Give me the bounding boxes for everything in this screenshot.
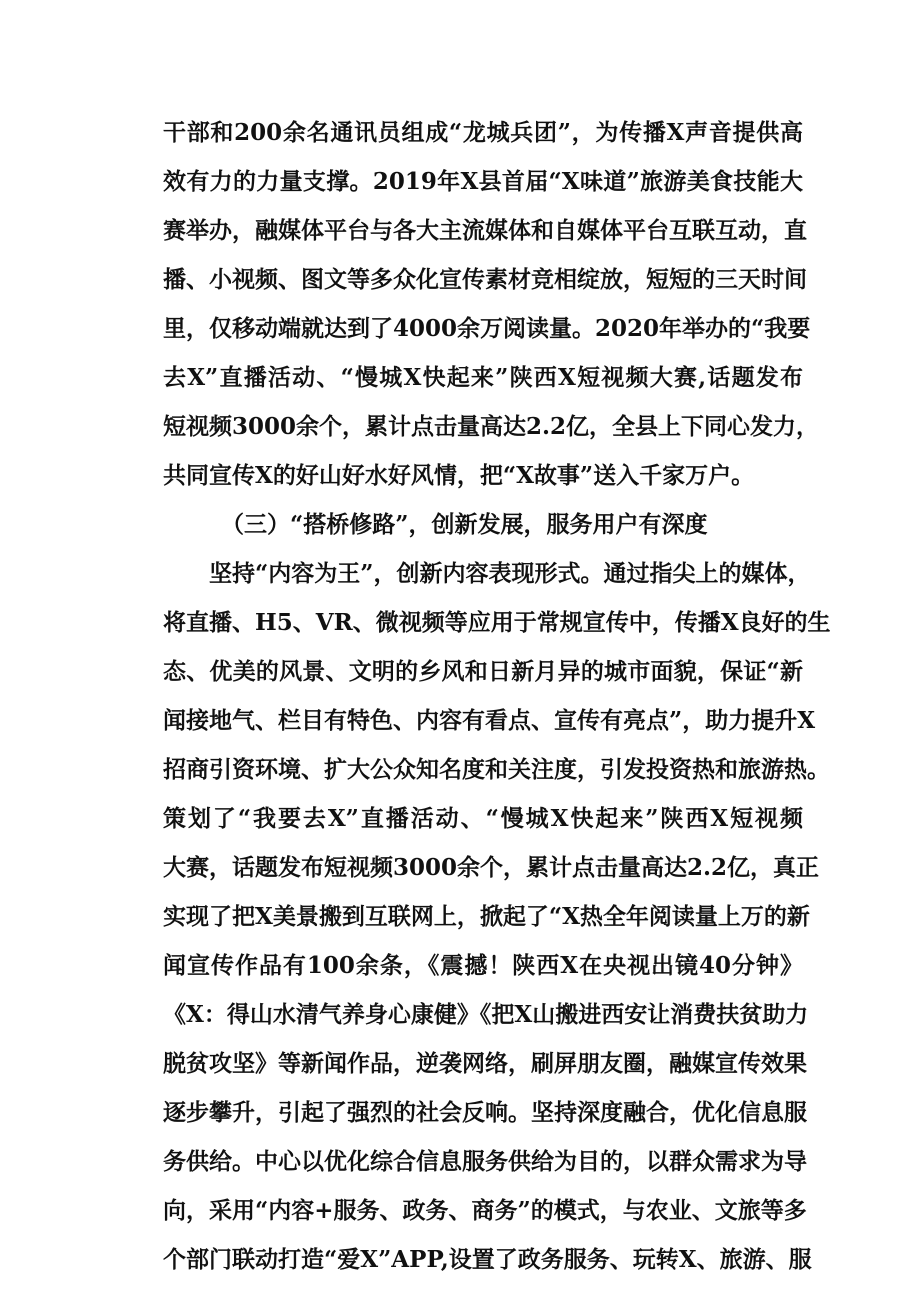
text-line: 脱贫攻坚》等新闻作品，逆袭网络，刷屏朋友圈，融媒宣传效果 xyxy=(163,1050,807,1077)
text-line: 实现了把X美景搬到互联网上，掀起了“X热全年阅读量上万的新 xyxy=(163,903,810,930)
section-heading: （三）“搭桥修路”，创新发展，服务用户有深度 xyxy=(221,511,708,538)
text-line: 将直播、H5、VR、微视频等应用于常规宣传中，传播X良好的生 xyxy=(163,609,831,636)
text-line: 播、小视频、图文等多众化宣传素材竞相绽放，短短的三天时间 xyxy=(163,266,807,293)
text-line: 干部和200余名通讯员组成“龙城兵团”，为传播X声音提供高 xyxy=(163,119,803,146)
text-line: 向，采用“内容+服务、政务、商务”的模式，与农业、文旅等多 xyxy=(163,1197,807,1224)
text-line: 去X”直播活动、“慢城X快起来”陕西X短视频大赛,话题发布 xyxy=(163,364,803,391)
text-line: 短视频3000余个，累计点击量高达2.2亿，全县上下同心发力， xyxy=(163,413,820,440)
text-line: 闻宣传作品有100余条，《震撼！陕西X在央视出镜40分钟》 xyxy=(163,952,803,979)
text-line: 共同宣传X的好山好水好风情，把“X故事”送入千家万户。 xyxy=(163,462,755,489)
text-line: 务供给。中心以优化综合信息服务供给为目的，以群众需求为导 xyxy=(163,1148,807,1175)
text-line: 个部门联动打造“爱X”APP,设置了政务服务、玩转X、旅游、服 xyxy=(163,1246,812,1273)
text-line: 闻接地气、栏目有特色、内容有看点、宣传有亮点”，助力提升X xyxy=(163,707,816,734)
text-line: 赛举办，融媒体平台与各大主流媒体和自媒体平台互联互动，直 xyxy=(163,217,807,244)
text-line: 里，仅移动端就达到了4000余万阅读量。2020年举办的“我要 xyxy=(163,315,811,342)
document-body xyxy=(163,108,831,1284)
text-line: 策划了“我要去X”直播活动、“慢城X快起来”陕西X短视频 xyxy=(163,805,803,832)
text-line: 逐步攀升，引起了强烈的社会反响。坚持深度融合，优化信息服 xyxy=(163,1099,807,1126)
text-line: 大赛，话题发布短视频3000余个，累计点击量高达2.2亿，真正 xyxy=(163,854,820,881)
text-line: 效有力的力量支撑。2019年X县首届“X味道”旅游美食技能大 xyxy=(163,168,803,195)
text-line: 态、优美的风景、文明的乡风和日新月异的城市面貌，保证“新 xyxy=(163,658,803,685)
text-line: 《X：得山水清气养身心康健》《把X山搬进西安让消费扶贫助力 xyxy=(163,1001,809,1028)
text-line: 招商引资环境、扩大公众知名度和关注度，引发投资热和旅游热。 xyxy=(163,756,830,783)
text-line: 坚持“内容为王”，创新内容表现形式。通过指尖上的媒体， xyxy=(209,560,811,587)
